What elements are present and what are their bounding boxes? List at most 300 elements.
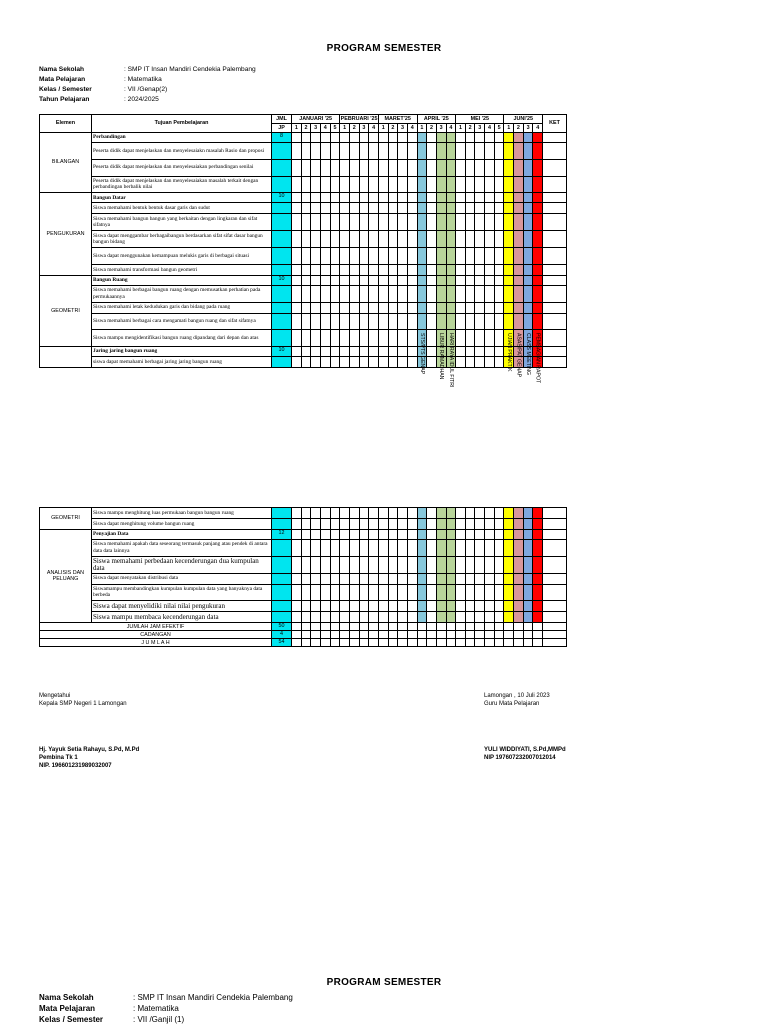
week-cell: [436, 540, 446, 557]
week-cell: [427, 176, 437, 193]
week-cell: [320, 556, 330, 573]
week-cell: [349, 357, 359, 368]
week-cell: [485, 357, 495, 368]
info-value: : Matematika: [124, 76, 162, 83]
week-cell: [533, 159, 543, 176]
week-cell: [436, 203, 446, 214]
info-key: Nama Sekolah: [39, 993, 94, 1002]
event-label: LIBUR RAMADHAN: [438, 332, 445, 379]
header-week: 2: [301, 124, 311, 133]
week-cell: [320, 203, 330, 214]
week-cell: [514, 623, 524, 631]
week-cell: [427, 133, 437, 143]
week-cell: [388, 508, 398, 519]
week-cell: [475, 623, 485, 631]
week-cell: [465, 264, 475, 275]
week-cell: [320, 143, 330, 160]
week-cell: [359, 203, 369, 214]
week-cell: [475, 556, 485, 573]
week-cell: [475, 601, 485, 612]
week-cell: [456, 285, 466, 302]
week-cell: [330, 285, 340, 302]
signature-right: [484, 692, 734, 762]
week-cell: [330, 203, 340, 214]
week-cell: [446, 133, 456, 143]
table-row: [40, 573, 567, 584]
ket-cell: [543, 330, 567, 347]
week-cell: [436, 573, 446, 584]
week-cell: [407, 530, 417, 540]
week-cell: [514, 556, 524, 573]
week-cell: [465, 556, 475, 573]
week-cell: [427, 631, 437, 639]
week-cell: [340, 313, 350, 330]
week-cell: [340, 357, 350, 368]
jp-cell: [272, 540, 292, 557]
week-cell: [407, 193, 417, 203]
week-cell: [330, 347, 340, 357]
week-cell: [320, 508, 330, 519]
week-cell: [407, 133, 417, 143]
week-cell: [378, 302, 388, 313]
jp-cell: [272, 247, 292, 264]
jp-cell: [272, 556, 292, 573]
week-cell: [417, 214, 427, 231]
week-cell: [436, 631, 446, 639]
teacher-title: Guru Mata Pelajaran: [484, 701, 540, 707]
week-cell: [340, 631, 350, 639]
week-cell: [398, 203, 408, 214]
ket-cell: [543, 203, 567, 214]
week-cell: [369, 313, 379, 330]
week-cell: [427, 231, 437, 248]
week-cell: [330, 275, 340, 285]
table-row: [40, 330, 567, 347]
week-cell: [320, 264, 330, 275]
week-cell: [340, 214, 350, 231]
week-cell: [388, 584, 398, 601]
week-cell: [485, 285, 495, 302]
week-cell: [398, 347, 408, 357]
week-cell: [533, 275, 543, 285]
week-cell: [378, 193, 388, 203]
week-cell: [436, 612, 446, 623]
week-cell: [514, 193, 524, 203]
week-cell: [311, 285, 321, 302]
week-cell: [292, 556, 302, 573]
week-cell: [340, 231, 350, 248]
week-cell: [349, 584, 359, 601]
week-cell: [369, 203, 379, 214]
week-cell: [427, 573, 437, 584]
week-cell: [330, 313, 340, 330]
week-cell: [398, 143, 408, 160]
week-cell: [398, 612, 408, 623]
week-cell: [378, 631, 388, 639]
header-week: 4: [485, 124, 495, 133]
week-cell: [407, 264, 417, 275]
week-cell: [417, 612, 427, 623]
week-cell: [485, 264, 495, 275]
week-cell: [311, 313, 321, 330]
week-cell: [301, 159, 311, 176]
week-cell: [320, 347, 330, 357]
week-cell: [330, 623, 340, 631]
week-cell: [417, 302, 427, 313]
ket-cell: [543, 530, 567, 540]
week-cell: [340, 347, 350, 357]
header-week: 2: [388, 124, 398, 133]
week-cell: [398, 133, 408, 143]
week-cell: [349, 330, 359, 347]
week-cell: [456, 530, 466, 540]
week-cell: [417, 264, 427, 275]
principal-name: Hj. Yayuk Setia Rahayu, S.Pd, M.Pd: [39, 747, 140, 753]
week-cell: [465, 193, 475, 203]
week-cell: [369, 508, 379, 519]
week-cell: [320, 357, 330, 368]
week-cell: [446, 631, 456, 639]
week-cell: [446, 143, 456, 160]
week-cell: [292, 176, 302, 193]
learning-objective: siswa dapat memahami berbagai jaring jaring bangun ruang: [92, 357, 272, 368]
week-cell: [330, 530, 340, 540]
week-cell: [504, 203, 514, 214]
learning-objective: Jaring jaring bangun ruang: [92, 347, 272, 357]
week-cell: [407, 556, 417, 573]
principal-nip: NIP. 196601231989032007: [39, 763, 112, 769]
week-cell: [340, 639, 350, 647]
week-cell: [369, 631, 379, 639]
header-week: 3: [475, 124, 485, 133]
week-cell: [465, 176, 475, 193]
week-cell: [311, 133, 321, 143]
week-cell: [475, 508, 485, 519]
week-cell: [359, 143, 369, 160]
week-cell: [398, 231, 408, 248]
elemen-cell: GEOMETRI: [40, 275, 92, 346]
header-tujuan: Tujuan Pembelajaran: [92, 115, 272, 133]
week-cell: [504, 556, 514, 573]
week-cell: [533, 612, 543, 623]
week-cell: [388, 193, 398, 203]
week-cell: [417, 275, 427, 285]
week-cell: [369, 540, 379, 557]
week-cell: [427, 540, 437, 557]
week-cell: [436, 231, 446, 248]
week-cell: [523, 601, 533, 612]
week-cell: [523, 612, 533, 623]
week-cell: [533, 530, 543, 540]
week-cell: [523, 573, 533, 584]
week-cell: [330, 357, 340, 368]
week-cell: [311, 601, 321, 612]
week-cell: [349, 214, 359, 231]
week-cell: [523, 176, 533, 193]
week-cell: [388, 285, 398, 302]
week-cell: [311, 203, 321, 214]
week-cell: [378, 357, 388, 368]
week-cell: [388, 302, 398, 313]
week-cell: [378, 285, 388, 302]
week-cell: [359, 176, 369, 193]
acknowledged-label: Mengetahui: [39, 693, 71, 699]
week-cell: [523, 302, 533, 313]
principal-title: Kepala SMP Negeri 1 Lamongan: [39, 701, 127, 707]
week-cell: [514, 302, 524, 313]
week-cell: [485, 313, 495, 330]
week-cell: [292, 247, 302, 264]
week-cell: [465, 623, 475, 631]
week-cell: [378, 330, 388, 347]
week-cell: [378, 519, 388, 530]
week-cell: [330, 231, 340, 248]
table-row: [40, 612, 567, 623]
week-cell: [292, 530, 302, 540]
week-cell: [436, 176, 446, 193]
week-cell: [417, 176, 427, 193]
week-cell: [301, 573, 311, 584]
week-cell: [388, 264, 398, 275]
week-cell: [407, 275, 417, 285]
header-jp: JP: [272, 124, 292, 133]
learning-objective: Peserta didik dapat menjelaskan dan menyelesaiakan masalah terkait dengan perbandingan berbalik nilai: [92, 176, 272, 193]
week-cell: [475, 357, 485, 368]
ket-cell: [543, 247, 567, 264]
week-cell: [494, 530, 504, 540]
week-cell: [523, 556, 533, 573]
week-cell: [417, 556, 427, 573]
week-cell: [340, 159, 350, 176]
week-cell: [446, 540, 456, 557]
week-cell: [533, 540, 543, 557]
week-cell: [398, 176, 408, 193]
week-cell: [494, 275, 504, 285]
ket-cell: [543, 573, 567, 584]
table-row: [40, 556, 567, 573]
week-cell: [301, 302, 311, 313]
week-cell: [504, 508, 514, 519]
week-cell: [514, 631, 524, 639]
week-cell: [533, 302, 543, 313]
week-cell: [369, 231, 379, 248]
jp-cell: [272, 203, 292, 214]
week-cell: [417, 584, 427, 601]
week-cell: [311, 275, 321, 285]
week-cell: [446, 247, 456, 264]
week-cell: [456, 264, 466, 275]
week-cell: [494, 612, 504, 623]
week-cell: [340, 623, 350, 631]
week-cell: [349, 264, 359, 275]
week-cell: [378, 540, 388, 557]
table-row: [40, 247, 567, 264]
signature-left: [39, 692, 289, 770]
week-cell: [436, 133, 446, 143]
week-cell: [359, 275, 369, 285]
summary-label: J U M L A H: [40, 639, 272, 647]
header-week: 3: [359, 124, 369, 133]
week-cell: [417, 193, 427, 203]
week-cell: [311, 540, 321, 557]
week-cell: [407, 540, 417, 557]
week-cell: [369, 612, 379, 623]
header-week: 5: [330, 124, 340, 133]
week-cell: [388, 556, 398, 573]
week-cell: [504, 519, 514, 530]
week-cell: [485, 623, 495, 631]
week-cell: [398, 631, 408, 639]
week-cell: [485, 573, 495, 584]
week-cell: [388, 143, 398, 160]
week-cell: [330, 133, 340, 143]
week-cell: [359, 231, 369, 248]
week-cell: [330, 143, 340, 160]
week-cell: [330, 584, 340, 601]
week-cell: [465, 275, 475, 285]
week-cell: [514, 264, 524, 275]
summary-row: [40, 631, 567, 639]
week-cell: [359, 159, 369, 176]
week-cell: [465, 584, 475, 601]
jp-cell: [272, 612, 292, 623]
week-cell: [378, 133, 388, 143]
week-cell: [301, 601, 311, 612]
week-cell: [436, 159, 446, 176]
week-cell: [301, 176, 311, 193]
week-cell: [504, 601, 514, 612]
week-cell: [320, 519, 330, 530]
info-value: : Matematika: [133, 1004, 179, 1013]
week-cell: [417, 143, 427, 160]
week-cell: [417, 159, 427, 176]
week-cell: [340, 584, 350, 601]
week-cell: [533, 203, 543, 214]
week-cell: [407, 231, 417, 248]
week-cell: [301, 203, 311, 214]
header-week: 1: [504, 124, 514, 133]
week-cell: [533, 193, 543, 203]
header-week: 1: [378, 124, 388, 133]
week-cell: [436, 584, 446, 601]
week-cell: [359, 264, 369, 275]
week-cell: [330, 573, 340, 584]
jp-cell: [272, 285, 292, 302]
week-cell: [320, 313, 330, 330]
week-cell: [494, 519, 504, 530]
summary-label: JUMLAH JAM EFEKTIF: [40, 623, 272, 631]
week-cell: [407, 623, 417, 631]
ket-cell: [543, 347, 567, 357]
week-cell: [456, 556, 466, 573]
learning-objective: Siswa dapat menyatakan distribusi data: [92, 573, 272, 584]
week-cell: [427, 313, 437, 330]
table-row: [40, 285, 567, 302]
week-cell: [340, 519, 350, 530]
week-cell: [320, 133, 330, 143]
week-cell: [514, 214, 524, 231]
week-cell: [427, 285, 437, 302]
week-cell: [407, 601, 417, 612]
week-cell: [407, 508, 417, 519]
ket-cell: [543, 584, 567, 601]
week-cell: [359, 302, 369, 313]
week-cell: [427, 347, 437, 357]
learning-objective: Siswa memahami bangun bangun yang berkaitan dengan lingkaran dan sifat sifatnya: [92, 214, 272, 231]
table-row: [40, 143, 567, 160]
week-cell: [340, 285, 350, 302]
week-cell: [475, 159, 485, 176]
week-cell: [340, 330, 350, 347]
week-cell: [523, 639, 533, 647]
week-cell: [292, 639, 302, 647]
week-cell: [292, 347, 302, 357]
week-cell: [456, 612, 466, 623]
week-cell: [301, 285, 311, 302]
week-cell: [398, 285, 408, 302]
week-cell: [475, 631, 485, 639]
week-cell: [436, 193, 446, 203]
elemen-cell: PENGUKURAN: [40, 193, 92, 275]
week-cell: [485, 612, 495, 623]
week-cell: [514, 639, 524, 647]
week-cell: [485, 133, 495, 143]
week-cell: [388, 540, 398, 557]
week-cell: [398, 313, 408, 330]
week-cell: [369, 347, 379, 357]
week-cell: [349, 313, 359, 330]
page2-info-row: [39, 1003, 359, 1014]
header-month: MEI '25: [456, 115, 504, 124]
week-cell: [494, 347, 504, 357]
week-cell: [292, 159, 302, 176]
week-cell: [465, 203, 475, 214]
week-cell: [456, 631, 466, 639]
week-cell: [436, 214, 446, 231]
week-cell: [369, 357, 379, 368]
week-cell: [475, 193, 485, 203]
week-cell: [514, 540, 524, 557]
week-cell: [311, 357, 321, 368]
elemen-cell: GEOMETRI: [40, 508, 92, 530]
learning-objective: Siswa dapat menyelidiki nilai nilai pengukuran: [92, 601, 272, 612]
week-cell: [369, 519, 379, 530]
week-cell: [349, 133, 359, 143]
week-cell: [417, 631, 427, 639]
week-cell: [475, 519, 485, 530]
jp-cell: [272, 330, 292, 347]
learning-objective: Siswa memahami bentuk bentuk dasar garis dan sudut: [92, 203, 272, 214]
week-cell: [514, 275, 524, 285]
week-cell: [369, 601, 379, 612]
week-cell: [349, 203, 359, 214]
week-cell: [446, 264, 456, 275]
week-cell: [504, 612, 514, 623]
week-cell: [311, 573, 321, 584]
week-cell: [349, 193, 359, 203]
week-cell: [301, 247, 311, 264]
week-cell: [320, 247, 330, 264]
ket-cell: [543, 176, 567, 193]
week-cell: [485, 247, 495, 264]
week-cell: [475, 247, 485, 264]
ket-cell: [543, 214, 567, 231]
week-cell: [398, 264, 408, 275]
page2-info-row: [39, 992, 359, 1003]
week-cell: [436, 530, 446, 540]
week-cell: [398, 540, 408, 557]
week-cell: [388, 347, 398, 357]
